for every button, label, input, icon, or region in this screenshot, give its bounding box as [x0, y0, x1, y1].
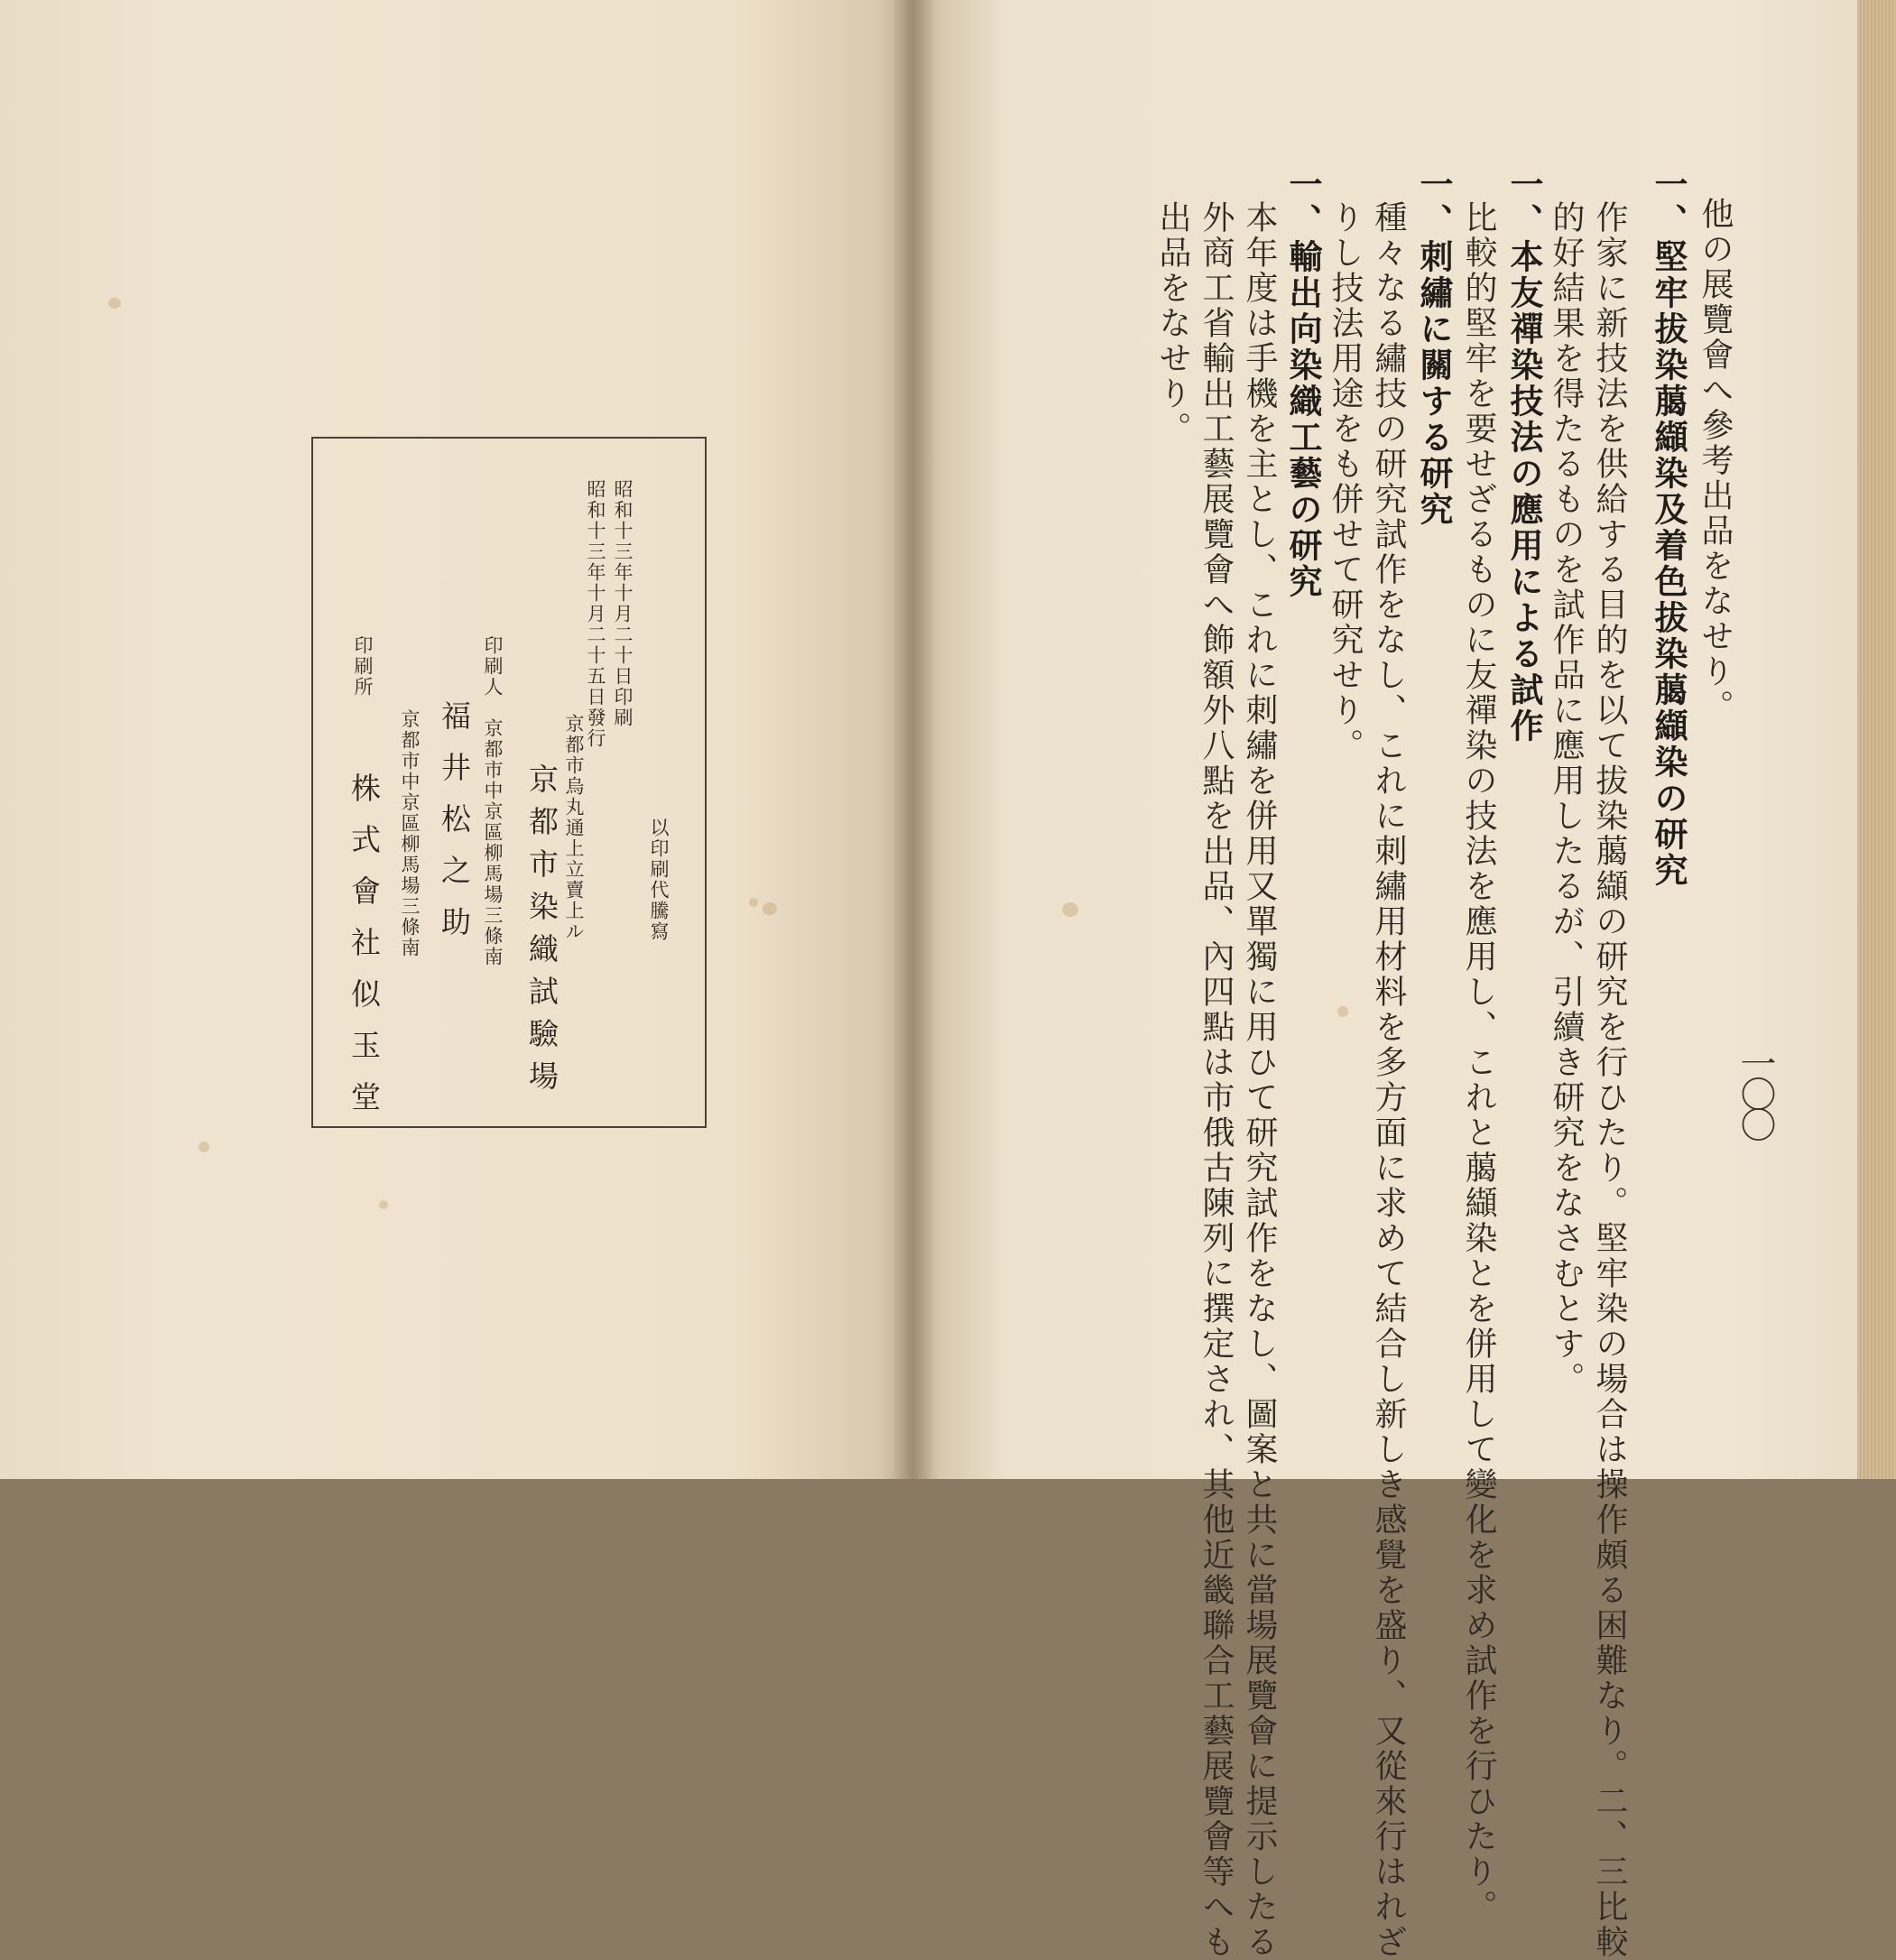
section-heading: 一、堅牢拔染﨟纈染及着色拔染﨟纈染の研究 [1649, 167, 1688, 889]
press-label: 印刷所 [352, 635, 374, 698]
printer-name: 福井松之助 [437, 700, 472, 957]
printer-address: 京都市中京區柳馬場三條南 [482, 718, 504, 967]
foxing-spot [108, 298, 121, 309]
printer-label: 印刷人 [482, 635, 504, 698]
foxing-spot [379, 1200, 388, 1209]
section-heading: 一、輸出向染織工藝の研究 [1283, 167, 1322, 600]
body-column: りし技法用途をも併せて研究せり。 [1327, 200, 1364, 763]
colophon-box [311, 437, 707, 1133]
press-name: 株式會社似玉堂 [347, 772, 382, 1133]
section-heading: 一、刺繡に關する研究 [1414, 167, 1453, 528]
body-column: 作家に新技法を供給する目的を以て拔染﨟纈の研究を行ひたり。堅牢染の場合は操作頗る困難なり。二、三比較 [1591, 200, 1628, 1960]
foxing-spot [749, 898, 758, 907]
body-column: 的好結果を得たるものを試作品に應用したるが、引續き研究をなさむとす。 [1548, 200, 1585, 1397]
foxing-spot [1337, 1006, 1348, 1017]
body-column: 外商工省輸出工藝展覽會へ飾額外八點を出品、內四點は市俄古陳列に撰定され、其他近畿聯合工藝展覽會等へも [1198, 200, 1235, 1960]
publisher-address: 京都市烏丸通上立賣上ル [563, 714, 585, 942]
body-column: 他の展覽會へ參考出品をなせり。 [1697, 197, 1734, 725]
body-column: 本年度は手機を主とし、これに刺繡を併用又單獨に用ひて研究試作をなし、圖案と共に當場展覽會に提示したる [1241, 200, 1278, 1960]
issue-date: 昭和十三年十月二十五日發行 [585, 479, 606, 749]
press-address: 京都市中京區柳馬場三條南 [399, 709, 421, 958]
page-edges [1857, 0, 1896, 1479]
section-heading: 一、本友禪染技法の應用による試作 [1504, 167, 1543, 744]
book-gutter [892, 0, 935, 1479]
publisher-name: 京都市染織試驗場 [524, 763, 560, 1103]
foxing-spot [1062, 902, 1078, 917]
body-column: 比較的堅牢を要せざるものに友禪染の技法を應用し、これと﨟纈染とを併用して變化を求め試作を行ひたり。 [1460, 200, 1497, 1925]
body-column: 出品をなせり。 [1154, 200, 1191, 447]
print-date: 昭和十三年十月二十日印刷 [612, 479, 634, 728]
foxing-spot [199, 1142, 209, 1152]
foxing-spot [763, 902, 777, 915]
reprint-note: 以印刷代騰寫 [648, 818, 670, 942]
page-number: 一〇〇 [1734, 1045, 1776, 1137]
body-column: 種々なる繡技の研究試作をなし、これに刺繡用材料を多方面に求めて結合し新しき感覺を盛り、又從來行はれざ [1370, 200, 1407, 1960]
